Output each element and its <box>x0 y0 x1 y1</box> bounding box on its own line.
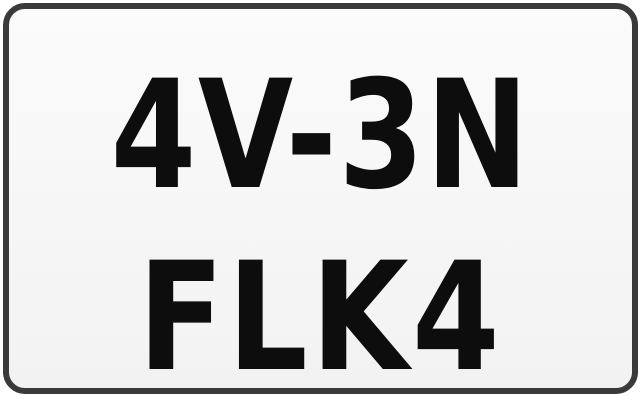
plate-line-1: 4V-3N <box>110 49 531 223</box>
license-plate <box>3 3 638 394</box>
plate-line-2: FLK4 <box>137 231 504 394</box>
